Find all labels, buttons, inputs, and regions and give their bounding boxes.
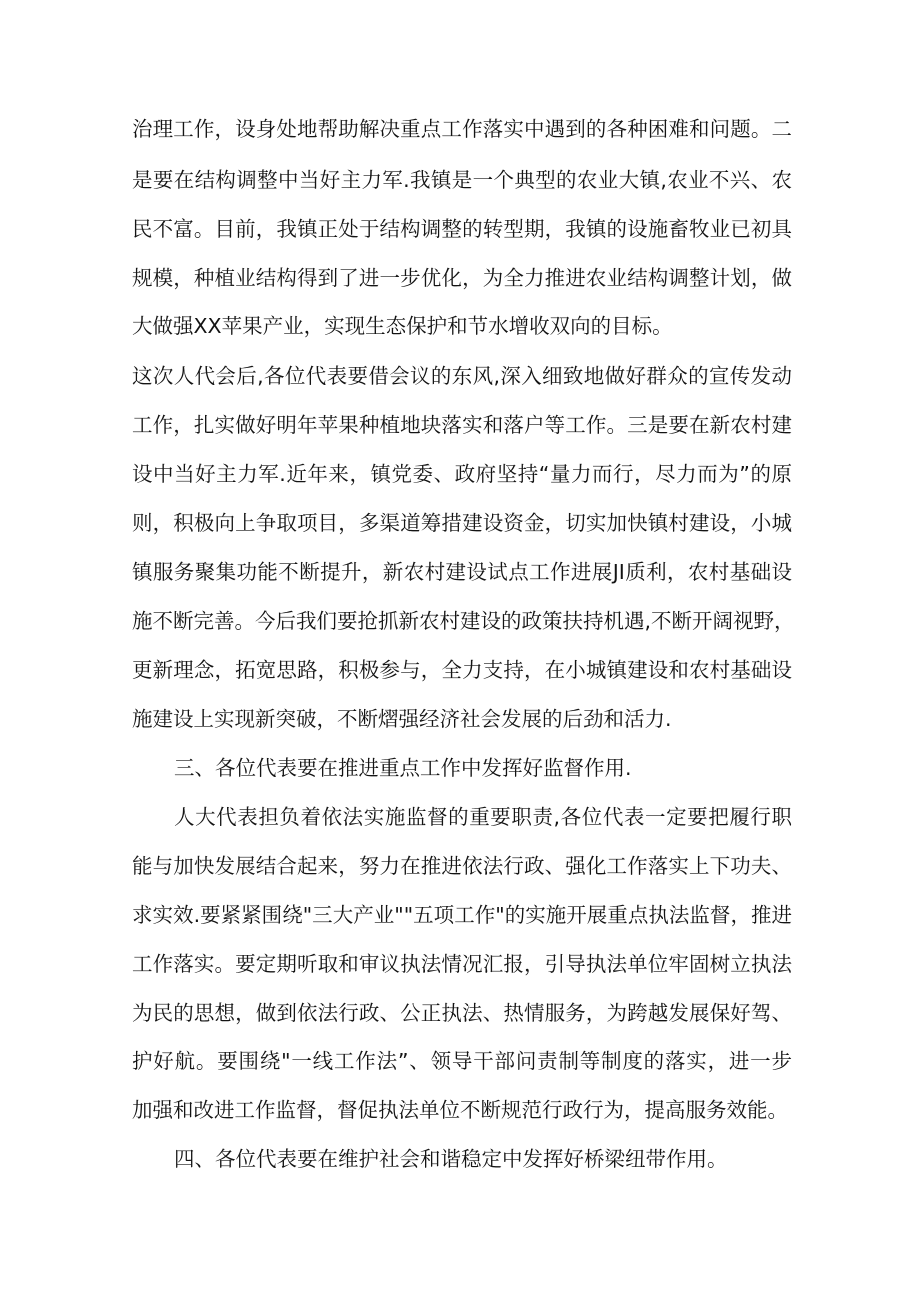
- body-text-line: 更新理念，拓宽思路，积极参与，全力支持，在小城镇建设和农村基础设: [132, 658, 792, 682]
- body-text-line: 加强和改进工作监督，督促执法单位不断规范行政行为，提高服务效能。: [132, 1098, 788, 1122]
- body-text-line: 求实效.要紧紧围绕"三大产业""五项工作"的实施开展重点执法监督，推进: [132, 903, 792, 927]
- body-text-line: 镇服务聚集功能不断提升，新农村建设试点工作进展JI质利，农村基础设: [132, 560, 792, 584]
- body-text-line: 工作落实。要定期听取和审议执法情况汇报，引导执法单位牢固树立执法: [132, 952, 792, 976]
- body-text-line: 则，积极向上争取项目，多渠道筹措建设资金，切实加快镇村建设，小城: [132, 511, 792, 535]
- body-text-line: 是要在结构调整中当好主力军.我镇是一个典型的农业大镇,农业不兴、农: [132, 168, 792, 192]
- body-text-line: 民不富。目前，我镇正处于结构调整的转型期，我镇的设施畜牧业已初具: [132, 217, 792, 241]
- body-text-line: 规模，种植业结构得到了进一步优化，为全力推进农业结构调整计划，做: [132, 266, 792, 290]
- body-text-line: 这次人代会后,各位代表要借会议的东风,深入细致地做好群众的宣传发动: [132, 364, 792, 388]
- body-text-line: 护好航。要围绕"一线工作法”、领导干部问责制等制度的落实，进一步: [132, 1049, 792, 1073]
- section-heading: 四、各位代表要在维护社会和谐稳定中发挥好桥梁纽带作用。: [174, 1147, 728, 1171]
- section-heading: 三、各位代表要在推进重点工作中发挥好监督作用.: [174, 756, 632, 780]
- body-text-line: 施建设上实现新突破，不断熠强经济社会发展的后劲和活力.: [132, 707, 672, 731]
- body-text-line: 人大代表担负着依法实施监督的重要职责,各位代表一定要把履行职: [174, 805, 792, 829]
- body-text-line: 施不断完善。今后我们要抢抓新农村建设的政策扶持机遇,不断开阔视野，: [132, 609, 795, 633]
- body-text-line: 为民的思想，做到依法行政、公正执法、热情服务，为跨越发展保好驾、: [132, 1001, 792, 1025]
- body-text-line: 工作，扎实做好明年苹果种植地块落实和落户等工作。三是要在新农村建: [132, 413, 792, 437]
- body-text-line: 设中当好主力军.近年来，镇党委、政府坚持“量力而行，尽力而为”的原: [132, 462, 792, 486]
- body-text-line: 能与加快发展结合起来，努力在推进依法行政、强化工作落实上下功夫、: [132, 854, 792, 878]
- body-text-line: 大做强XX苹果产业，实现生态保护和节水增收双向的目标。: [132, 314, 673, 338]
- body-text-line: 治理工作，设身处地帮助解决重点工作落实中遇到的各种困难和问题。二: [132, 117, 792, 141]
